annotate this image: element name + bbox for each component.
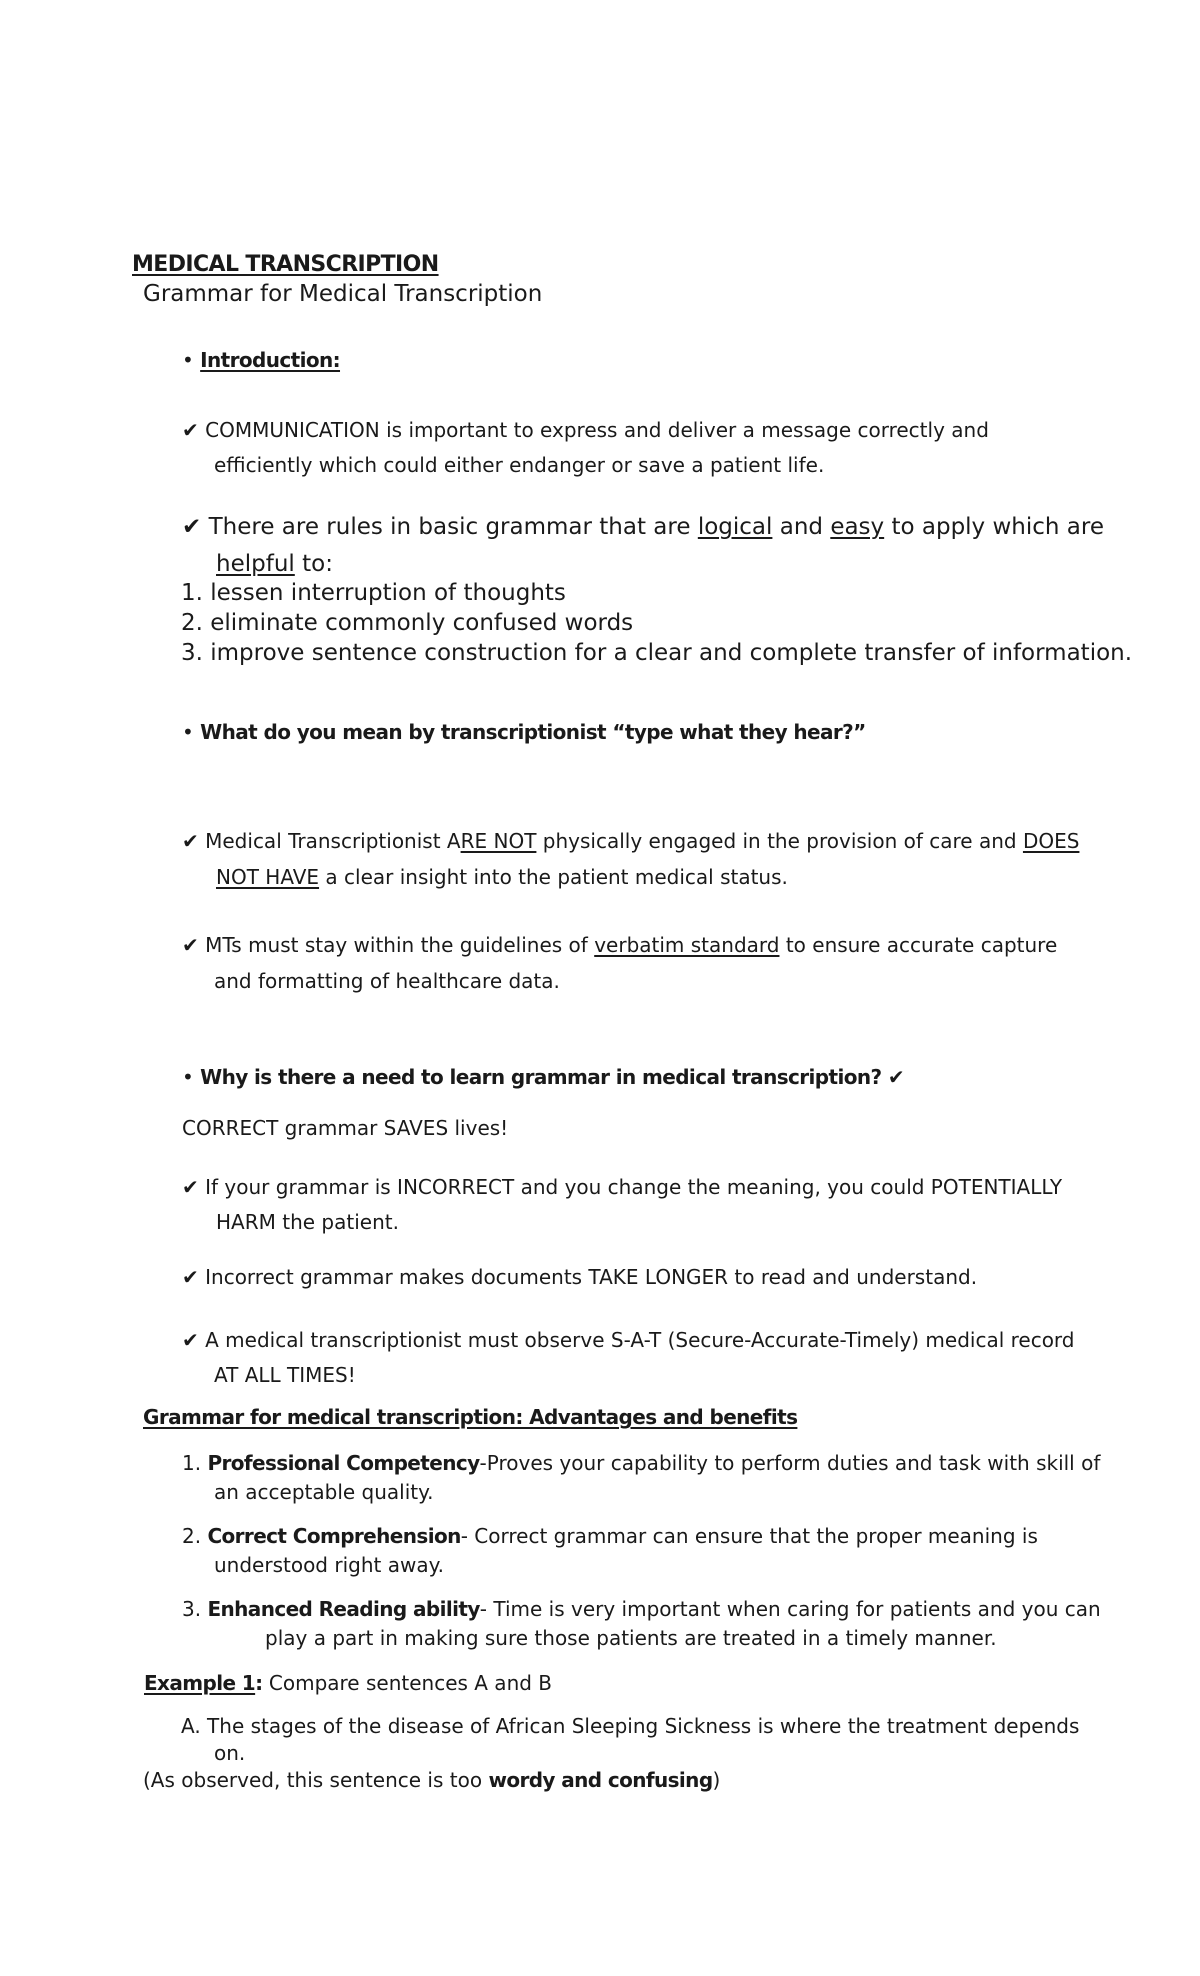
advantage-item-3-line1	[182, 1597, 1101, 1621]
q1-p1-text: Medical Transcriptionist A	[205, 829, 461, 853]
check-icon: ✔	[182, 933, 199, 957]
verbatim-term: verbatim standard	[594, 933, 780, 957]
advantage-num: 2.	[182, 1524, 202, 1548]
intro-p2-line2	[216, 551, 333, 579]
easy-term: easy	[830, 514, 885, 540]
q1-heading-row	[182, 720, 866, 744]
q2-p1-text: If your grammar is INCORRECT and you change the meaning, you could POTENTIALLY	[205, 1175, 1063, 1199]
advantage-text: - Correct grammar can ensure that the proper meaning is	[460, 1524, 1038, 1548]
bullet-icon: •	[182, 348, 194, 372]
intro-p2-post: to apply which are	[891, 514, 1104, 540]
intro-p1-line1	[182, 418, 989, 442]
are-not-term: RE NOT	[460, 829, 537, 853]
q2-p2-text: Incorrect grammar makes documents TAKE LONGER to read and understand.	[205, 1265, 978, 1289]
q2-p3-text: A medical transcriptionist must observe S-A-T (Secure-Accurate-Timely) medical record	[205, 1328, 1075, 1352]
example-note-pre: (As observed, this sentence is too	[143, 1768, 483, 1792]
intro-p2-line1	[182, 514, 1104, 542]
check-icon: ✔	[182, 829, 199, 853]
example-heading	[144, 1671, 552, 1695]
example-note	[143, 1768, 720, 1792]
q1-p1-post: a clear insight into the patient medical status.	[325, 865, 788, 889]
advantage-num: 3.	[182, 1597, 202, 1621]
intro-p2-text: There are rules in basic grammar that are	[208, 514, 691, 540]
q2-p1-line1	[182, 1175, 1062, 1199]
advantage-term: Correct Comprehension	[207, 1524, 461, 1548]
advantage-item-2-line2: understood right away.	[214, 1553, 444, 1577]
example-note-bold: wordy and confusing	[488, 1768, 713, 1792]
check-icon: ✔	[182, 1328, 199, 1352]
advantage-item-1-line1	[182, 1451, 1100, 1475]
intro-list-item-1: 1. lessen interruption of thoughts	[181, 580, 566, 606]
helpful-term: helpful	[216, 551, 295, 577]
q2-p3-line1	[182, 1328, 1075, 1352]
advantage-item-3-line2: play a part in making sure those patients are treated in a timely manner.	[265, 1626, 997, 1650]
intro-heading-row	[182, 348, 340, 372]
q2-heading-row	[182, 1065, 905, 1089]
does-term: DOES	[1022, 829, 1080, 853]
example-label: Example 1	[144, 1671, 256, 1695]
advantage-term: Professional Competency	[207, 1451, 480, 1475]
q2-p1-line2: HARM the patient.	[216, 1210, 399, 1234]
logical-term: logical	[697, 514, 773, 540]
intro-list-item-3: 3. improve sentence construction for a clear and complete transfer of information.	[181, 640, 1133, 666]
advantages-heading: Grammar for medical transcription: Advantages and benefits	[143, 1405, 798, 1429]
q1-p2-line1	[182, 933, 1057, 957]
intro-list-item-2: 2. eliminate commonly confused words	[181, 610, 634, 636]
check-icon: ✔	[182, 514, 202, 540]
check-icon: ✔	[182, 1265, 199, 1289]
document-title: MEDICAL TRANSCRIPTION	[132, 252, 439, 277]
advantage-num: 1.	[182, 1451, 202, 1475]
advantage-text: -Proves your capability to perform duties and task with skill of	[479, 1451, 1101, 1475]
q1-p2-text: MTs must stay within the guidelines of	[205, 933, 588, 957]
intro-p1-text: COMMUNICATION is important to express and deliver a message correctly and	[205, 418, 989, 442]
q2-heading: Why is there a need to learn grammar in medical transcription?	[200, 1065, 882, 1089]
q1-p2-post: to ensure accurate capture	[785, 933, 1058, 957]
document-subtitle: Grammar for Medical Transcription	[143, 281, 543, 307]
intro-p2-and: and	[779, 514, 823, 540]
advantage-term: Enhanced Reading ability	[207, 1597, 480, 1621]
example-a-line2: on.	[214, 1741, 246, 1765]
intro-heading: Introduction:	[200, 348, 341, 372]
example-text: Compare sentences A and B	[268, 1671, 553, 1695]
example-colon: :	[255, 1671, 263, 1695]
q2-p3-line2: AT ALL TIMES!	[214, 1363, 356, 1387]
q1-p1-line2	[216, 865, 788, 889]
example-note-post: )	[712, 1768, 721, 1792]
intro-p1-line2: efficiently which could either endanger or save a patient life.	[214, 453, 825, 477]
bullet-icon: •	[182, 1065, 194, 1089]
q2-lead: CORRECT grammar SAVES lives!	[182, 1116, 509, 1140]
check-icon: ✔	[182, 1175, 199, 1199]
check-icon: ✔	[182, 418, 199, 442]
not-have-term: NOT HAVE	[216, 865, 320, 889]
bullet-icon: •	[182, 720, 194, 744]
advantage-item-2-line1	[182, 1524, 1038, 1548]
advantage-text: - Time is very important when caring for patients and you can	[479, 1597, 1101, 1621]
example-a-line1: A. The stages of the disease of African Sleeping Sickness is where the treatment depends	[181, 1714, 1080, 1738]
q1-p1-line1	[182, 829, 1079, 853]
q1-p1-mid: physically engaged in the provision of care and	[542, 829, 1017, 853]
advantage-item-1-line2: an acceptable quality.	[214, 1480, 434, 1504]
intro-p2-to: to:	[302, 551, 333, 577]
q2-p2-line	[182, 1265, 977, 1289]
check-icon: ✔	[887, 1065, 905, 1089]
q1-p2-line2: and formatting of healthcare data.	[214, 969, 560, 993]
q1-heading: What do you mean by transcriptionist “type what they hear?”	[200, 720, 866, 744]
